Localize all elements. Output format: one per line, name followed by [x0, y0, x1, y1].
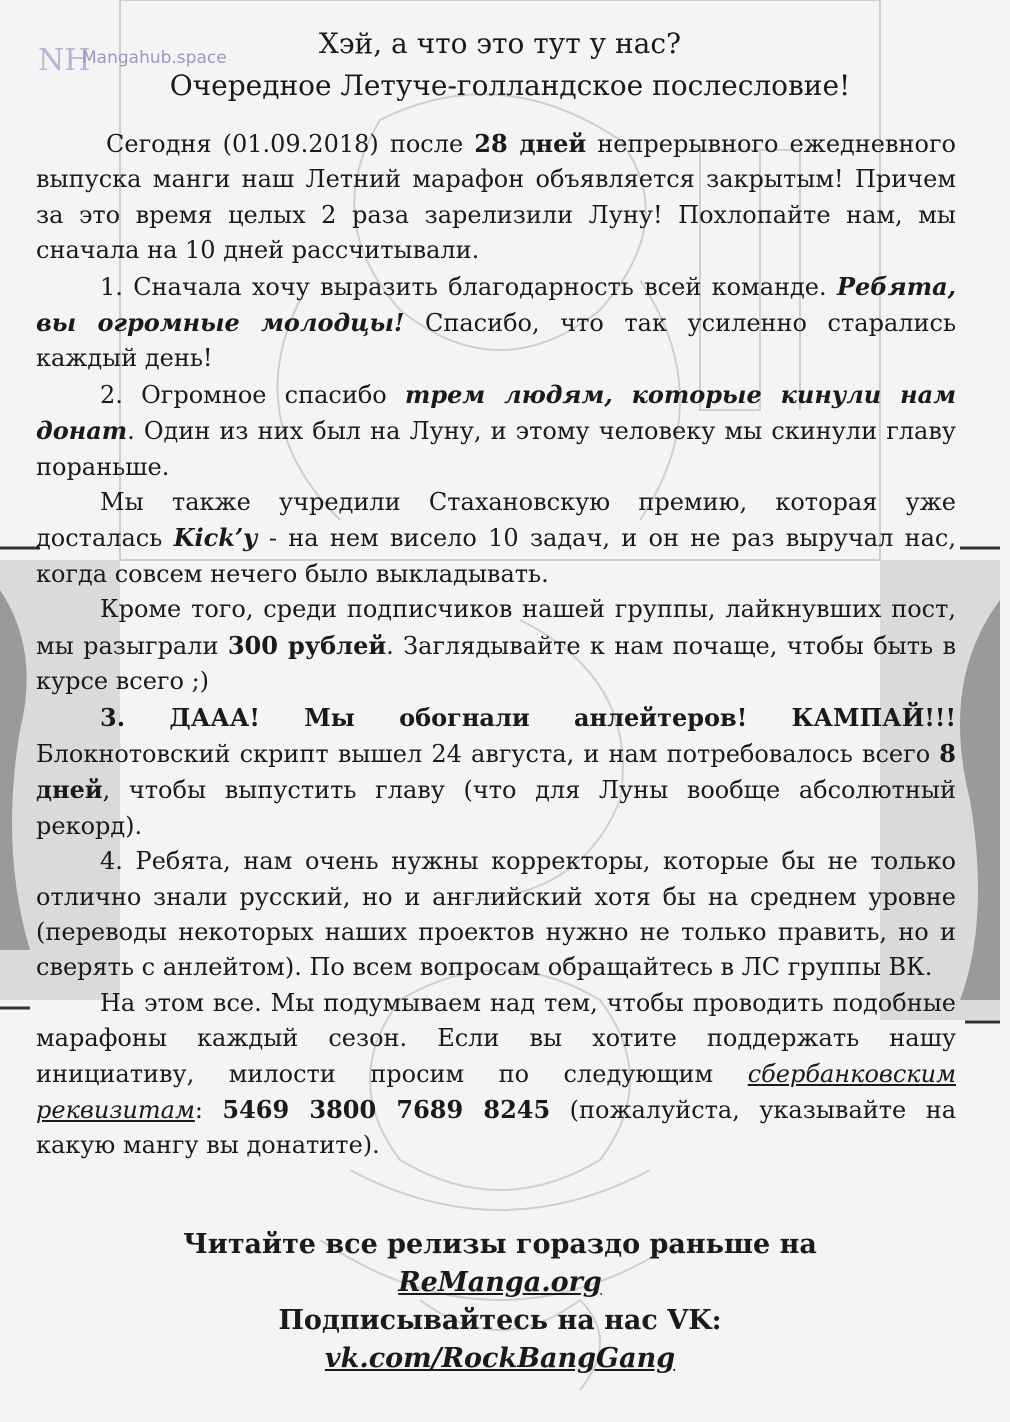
- text: Кроме того, среди подписчиков нашей группы, лайкнувших пост, мы разыграли: [36, 595, 956, 660]
- bank-details-link[interactable]: сбербанковским реквизитам: [36, 1059, 956, 1124]
- text: 4. Ребята, нам очень нужны корректоры, которые бы не только отлично знали русский, но и английский хотя бы на среднем уровне (переводы некоторых наших проектов нужно не только править, но и сверять с анлейтом). По всем вопросам обращайтесь в ЛС группы ВК.: [36, 847, 956, 982]
- text: :: [194, 1095, 223, 1124]
- text: - на нем висело 10 задач, и он не раз выручал нас, когда совсем нечего было выкладывать.: [36, 524, 956, 588]
- paragraph-thanks-team: [36, 269, 956, 377]
- text: Мы также учредили Стахановскую премию, которая уже досталась: [36, 488, 956, 553]
- paragraph-thanks-donors: [36, 377, 956, 485]
- text: Блокнотовский скрипт вышел 24 августа, и нам потребовалось всего: [36, 739, 940, 768]
- text: Сегодня (01.09.2018) после: [106, 130, 475, 158]
- paragraph-award: [36, 485, 956, 592]
- vk-link[interactable]: vk.com/RockBangGang: [324, 1343, 676, 1374]
- text-bold: 28 дней: [474, 129, 587, 158]
- text: , чтобы выпустить главу (что для Луны вообще абсолютный рекорд).: [36, 776, 956, 840]
- text: Спасибо, что так усиленно старались каждый день!: [36, 309, 957, 373]
- footer-line-3: Подписывайтесь на нас VK:: [278, 1305, 722, 1336]
- text-bold: 3. ДААА! Мы обогнали анлейтеров! КАМПАЙ!!!: [100, 702, 956, 732]
- text: 2. Огромное спасибо: [100, 380, 405, 409]
- svg-text:NH: NH: [38, 43, 91, 78]
- title-line-2: Очередное Летуче-голландское послесловие!: [169, 69, 851, 102]
- paragraph-giveaway: [36, 592, 956, 699]
- paragraph-closing: [36, 986, 956, 1164]
- text-bold: 8 дней: [36, 738, 956, 805]
- text-bold: 300 рублей: [227, 630, 387, 660]
- text-emphasis: трем людям, которые кинули нам донат: [36, 379, 957, 446]
- card-number: 5469 3800 7689 8245: [222, 1094, 551, 1124]
- text: 1. Сначала хочу выразить благодарность всей команде.: [100, 272, 837, 301]
- footer: [0, 1226, 1000, 1378]
- text: На этом все. Мы подумываем над тем, чтобы проводить подобные марафоны каждый сезон. Если вы хотите поддержать нашу инициативу, милости просим по следующим: [36, 988, 956, 1088]
- paragraph-record: [36, 700, 956, 845]
- paragraph-intro: [36, 126, 956, 269]
- watermark-site: Mangahub.space: [82, 48, 227, 68]
- text: непрерывного ежедневного выпуска манги наш Летний марафон объявляется закрытым! Причем за это время целых 2 раза зарелизили Луну! Похлопайте нам, мы сначала на 10 дней рассчитывали.: [36, 130, 956, 265]
- text: . Один из них был на Луну, и этому человеку мы скинули главу пораньше.: [36, 417, 956, 481]
- text-emphasis: Kick’у: [173, 523, 258, 553]
- afterword-body: [36, 126, 956, 1164]
- footer-line-1: Читайте все релизы гораздо раньше на: [183, 1229, 817, 1260]
- title-line-1: Хэй, а что это тут у нас?: [318, 27, 682, 60]
- text: (пожалуйста, указывайте на какую мангу вы донатите).: [36, 1095, 957, 1160]
- paragraph-recruiting: [36, 844, 956, 986]
- remanga-link[interactable]: ReManga.org: [398, 1267, 602, 1298]
- text: . Заглядывайте к нам почаще, чтобы быть в курсе всего ;): [36, 631, 956, 696]
- text-emphasis: Ребята, вы огромные молодцы!: [36, 271, 956, 338]
